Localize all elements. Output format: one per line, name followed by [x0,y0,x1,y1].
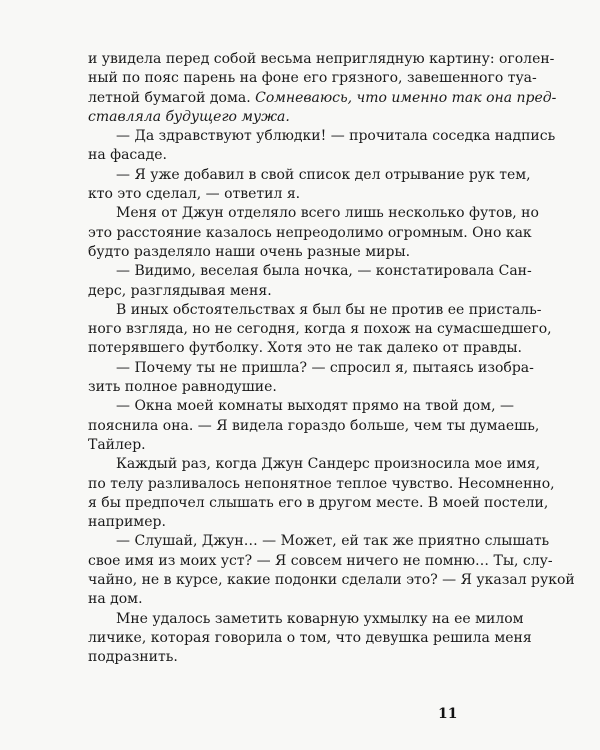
text-line: зить полное равнодушие. [88,379,277,396]
text-line: я бы предпочел слышать его в другом месте. В моей постели, [88,494,549,511]
text-line: ного взгляда, но не сегодня, когда я похож на сумасшедшего, [88,321,552,338]
text-segment: летной бумагой дома. [88,89,256,106]
paragraph-11 [88,610,532,668]
text-line: — Я уже добавил в свой список дел отрывание рук тем, [116,166,531,183]
paragraph-2 [88,127,556,166]
text-line: по телу разливалось непонятное теплое чувство. Несомненно, [88,475,555,492]
text-line: Каждый раз, когда Джун Сандерс произносила мое имя, [116,456,541,473]
text-line: Тайлер. [88,436,146,453]
text-line: ный по пояс парень на фоне его грязного, завешенного туа- [88,70,537,87]
text-line: личике, которая говорила о том, что девушка решила меня [88,629,532,646]
text-line: — Окна моей комнаты выходят прямо на твой дом, — [116,398,514,415]
text-line: это расстояние казалось непреодолимо огромным. Оно как [88,224,532,241]
paragraph-6 [88,301,552,359]
text-line: будто разделяло наши очень разные миры. [88,243,411,260]
text-line: В иных обстоятельствах я был бы не против ее присталь- [116,301,542,318]
text-line: на фасаде. [88,147,167,164]
text-line: — Да здравствуют ублюдки! — прочитала соседка надпись [116,128,556,145]
italic-thought: ставляла будущего мужа. [88,108,290,125]
text-line: свое имя из моих уст? — Я совсем ничего не помню… Ты, слу- [88,552,553,569]
text-line: — Слушай, Джун… — Может, ей так же приятно слышать [116,533,550,550]
text-line: — Почему ты не пришла? — спросил я, пытаясь изобра- [116,359,534,376]
text-line [88,89,557,108]
body-text [88,50,575,668]
paragraph-3 [88,166,531,205]
italic-thought: Сомневаюсь, что именно так она пред- [255,89,557,106]
text-line: например. [88,514,166,531]
text-line: подразнить. [88,649,178,666]
text-line: кто это сделал, — ответил я. [88,186,301,203]
text-line: чайно, не в курсе, какие подонки сделали это? — Я указал рукой [88,572,575,589]
text-line: дерс, разглядывая меня. [88,282,272,299]
text-line: на дом. [88,591,143,608]
paragraph-7 [88,359,534,398]
paragraph-8 [88,397,540,455]
paragraph-10 [88,532,575,609]
paragraph-9 [88,455,555,532]
paragraph-1 [88,50,557,127]
text-line: пояснила она. — Я видела гораздо больше, чем ты думаешь, [88,417,540,434]
text-line: Мне удалось заметить коварную ухмылку на ее милом [116,610,524,627]
text-line: и увидела перед собой весьма неприглядную картину: оголен- [88,51,555,67]
text-line: Меня от Джун отделяло всего лишь несколько футов, но [116,205,539,222]
paragraph-5 [88,262,532,301]
page-number: 11 [438,706,458,722]
text-line: потерявшего футболку. Хотя это не так далеко от правды. [88,340,522,357]
paragraph-4 [88,204,539,262]
text-line: — Видимо, веселая была ночка, — констатировала Сан- [116,263,532,280]
